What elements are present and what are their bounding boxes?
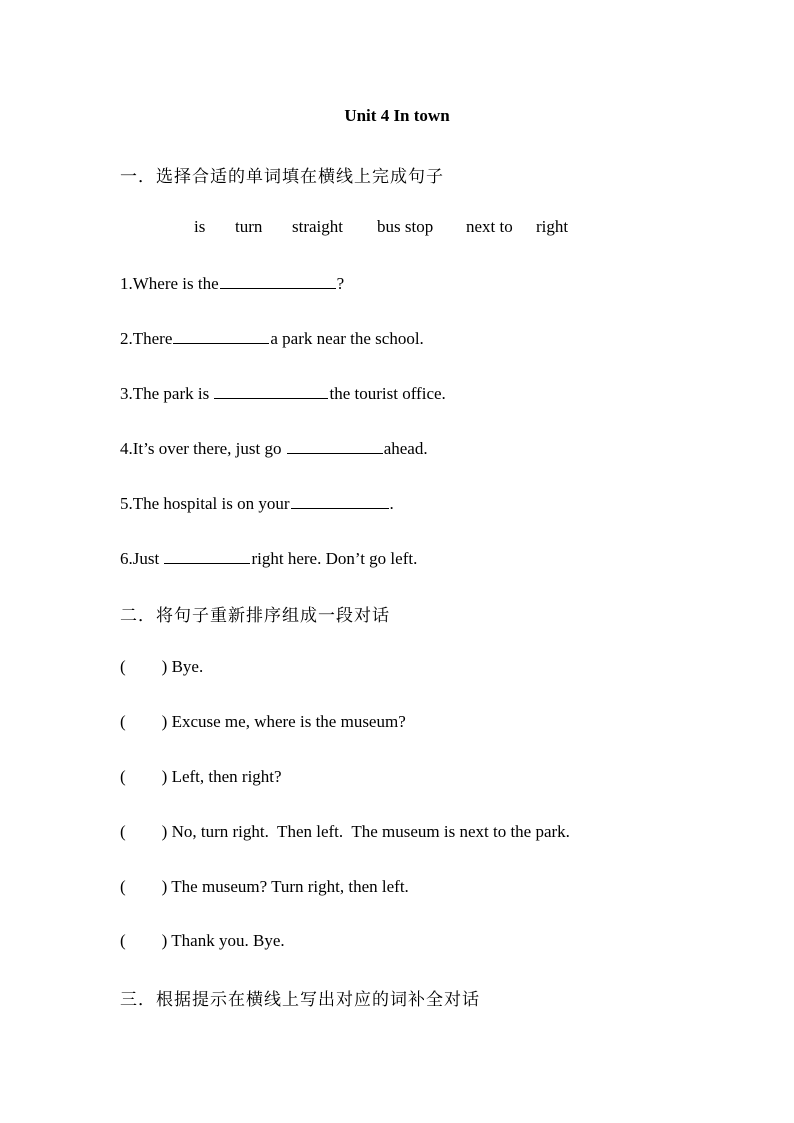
open-paren: ( [120, 767, 126, 786]
answer-blank[interactable] [164, 547, 250, 564]
order-item-2 [120, 712, 406, 732]
fill-blank-item-5 [120, 492, 394, 514]
order-item-5 [120, 877, 409, 897]
order-item-4 [120, 822, 570, 842]
open-paren: ( [120, 877, 126, 896]
answer-blank[interactable] [287, 437, 383, 454]
dialogue-line: Thank you. Bye. [171, 931, 285, 950]
item-text-before: 3.The park is [120, 384, 214, 403]
dialogue-line: The museum? Turn right, then left. [171, 877, 409, 896]
fill-blank-item-1 [120, 272, 344, 294]
close-paren: ) [161, 767, 168, 786]
item-text-before: 2.There [120, 329, 173, 348]
close-paren: ) [161, 657, 168, 676]
section-1-heading: 一．选择合适的单词填在横线上完成句子 [120, 167, 444, 187]
fill-blank-item-2 [120, 327, 424, 349]
close-paren: ) [161, 877, 168, 896]
open-paren: ( [120, 712, 126, 731]
open-paren: ( [120, 657, 126, 676]
order-item-3 [120, 767, 282, 787]
item-text-after: ? [336, 274, 345, 293]
section-2-heading: 二．将句子重新排序组成一段对话 [120, 606, 390, 626]
item-text-before: 6.Just [120, 549, 164, 568]
section-3-heading: 三．根据提示在横线上写出对应的词补全对话 [120, 990, 480, 1010]
item-text-before: 4.It’s over there, just go [120, 439, 286, 458]
answer-blank[interactable] [291, 492, 389, 509]
open-paren: ( [120, 822, 126, 841]
fill-blank-item-4 [120, 437, 428, 459]
item-text-after: the tourist office. [329, 384, 446, 403]
item-text-after: a park near the school. [270, 329, 424, 348]
word-bank-item: next to [466, 217, 513, 236]
dialogue-line: Excuse me, where is the museum? [171, 712, 406, 731]
open-paren: ( [120, 931, 126, 950]
item-text-before: 5.The hospital is on your [120, 494, 290, 513]
close-paren: ) [161, 712, 168, 731]
dialogue-line: Bye. [171, 657, 204, 676]
word-bank-item: is [194, 217, 206, 236]
close-paren: ) [161, 822, 168, 841]
word-bank-item: turn [235, 217, 263, 236]
item-text-after: right here. Don’t go left. [251, 549, 418, 568]
word-bank-item: bus stop [377, 217, 434, 236]
word-bank-item: straight [292, 217, 343, 236]
order-item-6 [120, 931, 285, 951]
close-paren: ) [161, 931, 168, 950]
fill-blank-item-3 [120, 382, 446, 404]
dialogue-line: Left, then right? [171, 767, 282, 786]
order-item-1 [120, 657, 203, 677]
word-bank-item: right [536, 217, 569, 236]
item-text-before: 1.Where is the [120, 274, 219, 293]
fill-blank-item-6 [120, 547, 417, 569]
page-title: Unit 4 In town [344, 106, 450, 125]
dialogue-line: No, turn right. Then left. The museum is next to the park. [171, 822, 570, 841]
answer-blank[interactable] [173, 327, 269, 344]
answer-blank[interactable] [220, 272, 336, 289]
item-text-after: ahead. [383, 439, 428, 458]
item-text-after: . [389, 494, 394, 513]
answer-blank[interactable] [214, 382, 328, 399]
